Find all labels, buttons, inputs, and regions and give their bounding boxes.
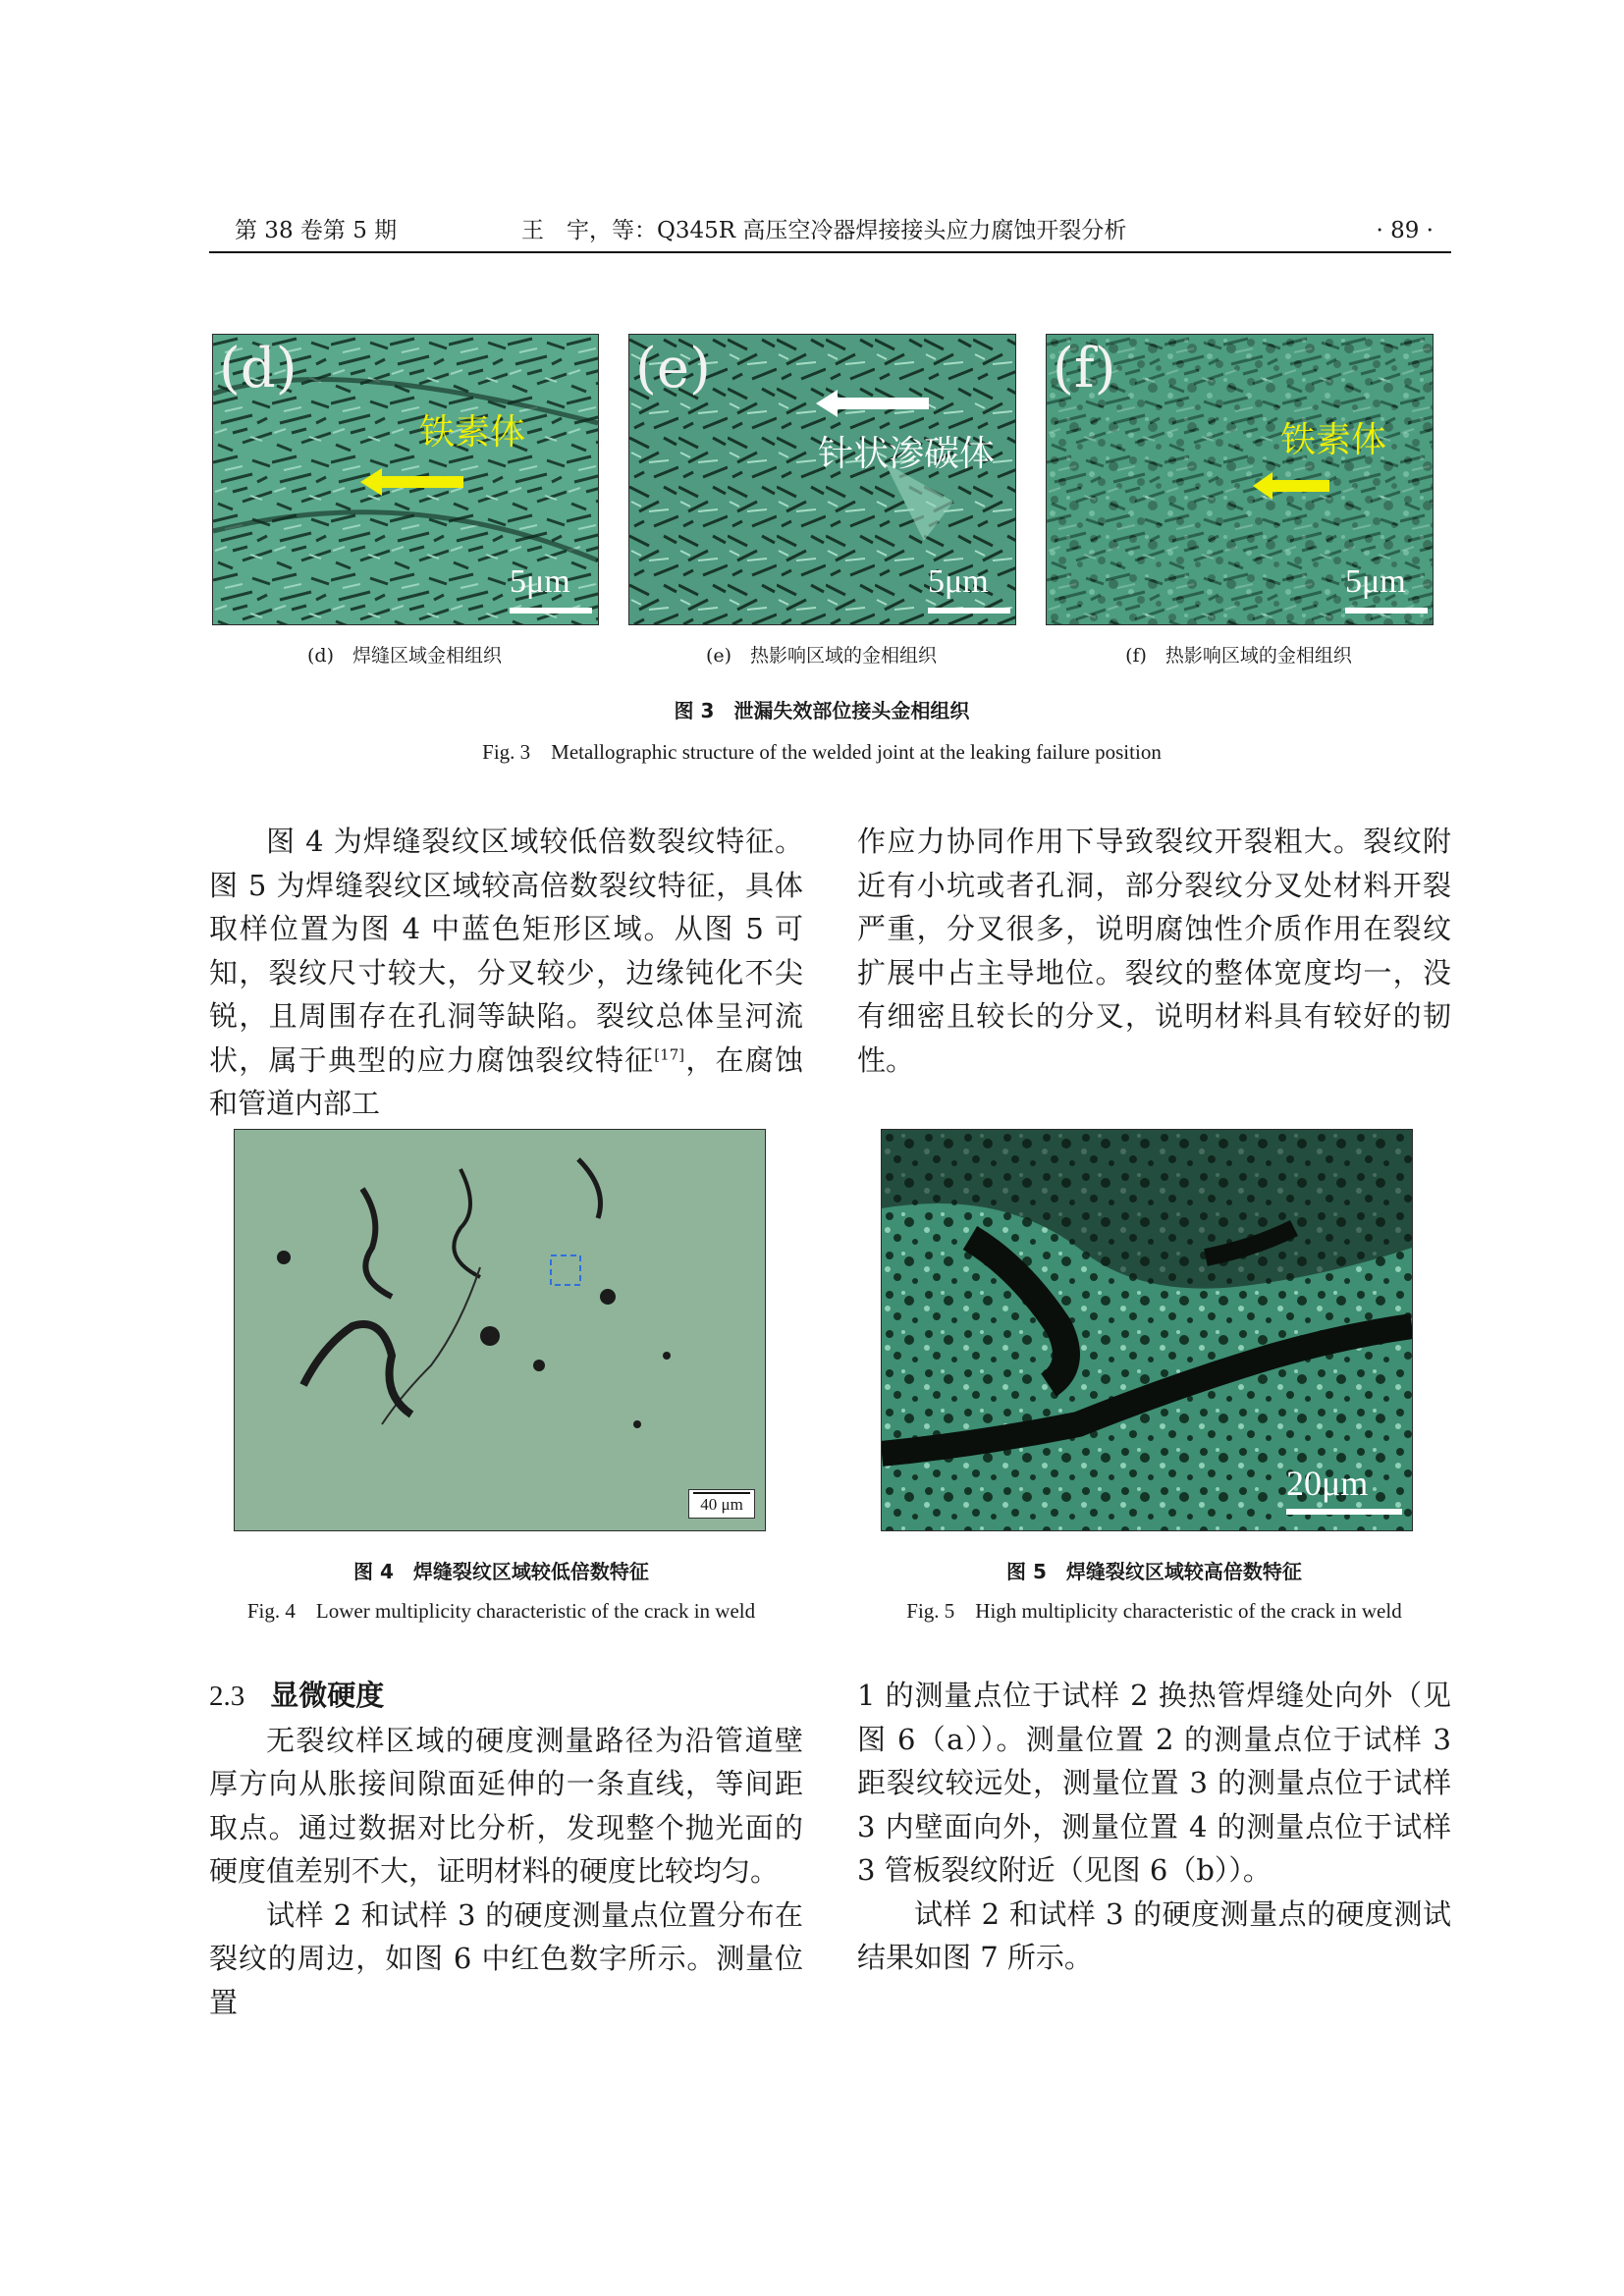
phase-label: 铁素体: [1280, 420, 1387, 460]
micrograph-image: [235, 1130, 765, 1530]
paragraph: 试样 2 和试样 3 的硬度测量点的硬度测试结果如图 7 所示。: [857, 1896, 1451, 1974]
section-number: 2.3: [209, 1681, 245, 1712]
panel-letter: (d): [219, 337, 298, 400]
phase-label: 铁素体: [419, 412, 526, 453]
figure4-image: [234, 1129, 766, 1531]
figure5-caption-en: Fig. 5 High multiplicity characteristic of the crack in weld: [906, 1599, 1402, 1623]
figure5-image: [881, 1129, 1413, 1531]
scale-bar: [510, 608, 592, 614]
figure3-subcaption-f: (f) 热影响区域的金相组织: [1125, 645, 1352, 667]
scale-bar: [1345, 608, 1428, 614]
paragraph: 图 4 为焊缝裂纹区域较低倍数裂纹特征。图 5 为焊缝裂纹区域较高倍数裂纹特征，具体取样位置为图 4 中蓝色矩形区域。从图 5 可知，裂纹尺寸较大，分叉较少，边缘钝化不尖锐，且周围存在孔洞等缺陷。裂纹总体呈河流状，属于典型的应力腐蚀裂纹特征[17]，在腐蚀和管道内部工: [209, 825, 803, 1120]
phase-label: 针状渗碳体: [818, 434, 996, 474]
figure3-subcaption-e: (e) 热影响区域的金相组织: [705, 645, 938, 667]
figure5-caption-cn: 图 5 焊缝裂纹区域较高倍数特征: [1006, 1560, 1302, 1583]
body-left-bottom: [209, 1674, 803, 2024]
page-number: · 89 ·: [1376, 218, 1434, 243]
scale-bar: [1286, 1509, 1402, 1515]
paragraph: 试样 2 和试样 3 的硬度测量点位置分布在裂纹的周边，如图 6 中红色数字所示。测量位置: [209, 1897, 803, 2019]
scale-text: 5μm: [928, 563, 989, 600]
journal-issue: 第 38 卷第 5 期: [235, 218, 398, 243]
arrow-left-icon: [1253, 468, 1331, 504]
figure3-panel-e: [628, 334, 1016, 625]
scale-text: 5μm: [1345, 563, 1406, 600]
figure3-subcaption-d: (d) 焊缝区域金相组织: [307, 645, 502, 667]
scale-box: [688, 1489, 755, 1519]
arrow-left-icon: [816, 386, 934, 421]
scale-text: 5μm: [510, 563, 570, 600]
running-title: 王 宇，等：Q345R 高压空冷器焊接接头应力腐蚀开裂分析: [521, 218, 1127, 243]
scale-text: 40 μm: [700, 1495, 743, 1514]
figure3-caption-en: Fig. 3 Metallographic structure of the welded joint at the leaking failure position: [482, 740, 1162, 764]
figure3-panel-f: [1046, 334, 1434, 625]
body-left-top: [209, 820, 803, 1126]
section-heading: [209, 1674, 803, 1719]
paragraph: 作应力协同作用下导致裂纹开裂粗大。裂纹附近有小坑或者孔洞，部分裂纹分叉处材料开裂严重，分叉很多，说明腐蚀性介质作用在裂纹扩展中占主导地位。裂纹的整体宽度均一，没有细密且较长的分叉，说明材料具有较好的韧性。: [857, 825, 1451, 1077]
scale-bar: [928, 608, 1010, 614]
paragraph: 1 的测量点位于试样 2 换热管焊缝处向外（见图 6（a））。测量位置 2 的测量点位于试样 3 距裂纹较远处，测量位置 3 的测量点位于试样 3 内壁面向外，测量位置 4 的测量点位于试样 3 管板裂纹附近（见图 6（b））。: [857, 1679, 1451, 1887]
running-header: [209, 212, 1451, 249]
figure3-panel-d: [212, 334, 599, 625]
paragraph: 无裂纹样区域的硬度测量路径为沿管道壁厚方向从胀接间隙面延伸的一条直线，等间距取点。通过数据对比分析，发现整个抛光面的硬度值差别不大，证明材料的硬度比较均匀。: [209, 1723, 803, 1888]
scale-text: 20μm: [1286, 1464, 1369, 1503]
panel-letter: (e): [635, 337, 711, 400]
scale-bar: [693, 1492, 750, 1494]
arrow-left-icon: [360, 462, 468, 502]
figure4-caption-cn: 图 4 焊缝裂纹区域较低倍数特征: [353, 1560, 649, 1583]
figure4-caption-en: Fig. 4 Lower multiplicity characteristic of the crack in weld: [246, 1599, 756, 1623]
panel-letter: (f): [1053, 337, 1116, 400]
body-right-bottom: [857, 1674, 1451, 1980]
citation: [17]: [654, 1044, 685, 1063]
body-right-top: [857, 820, 1451, 1082]
section-title: 显微硬度: [270, 1679, 385, 1712]
figure3-caption-cn: 图 3 泄漏失效部位接头金相组织: [674, 699, 970, 722]
header-rule: [209, 251, 1451, 253]
